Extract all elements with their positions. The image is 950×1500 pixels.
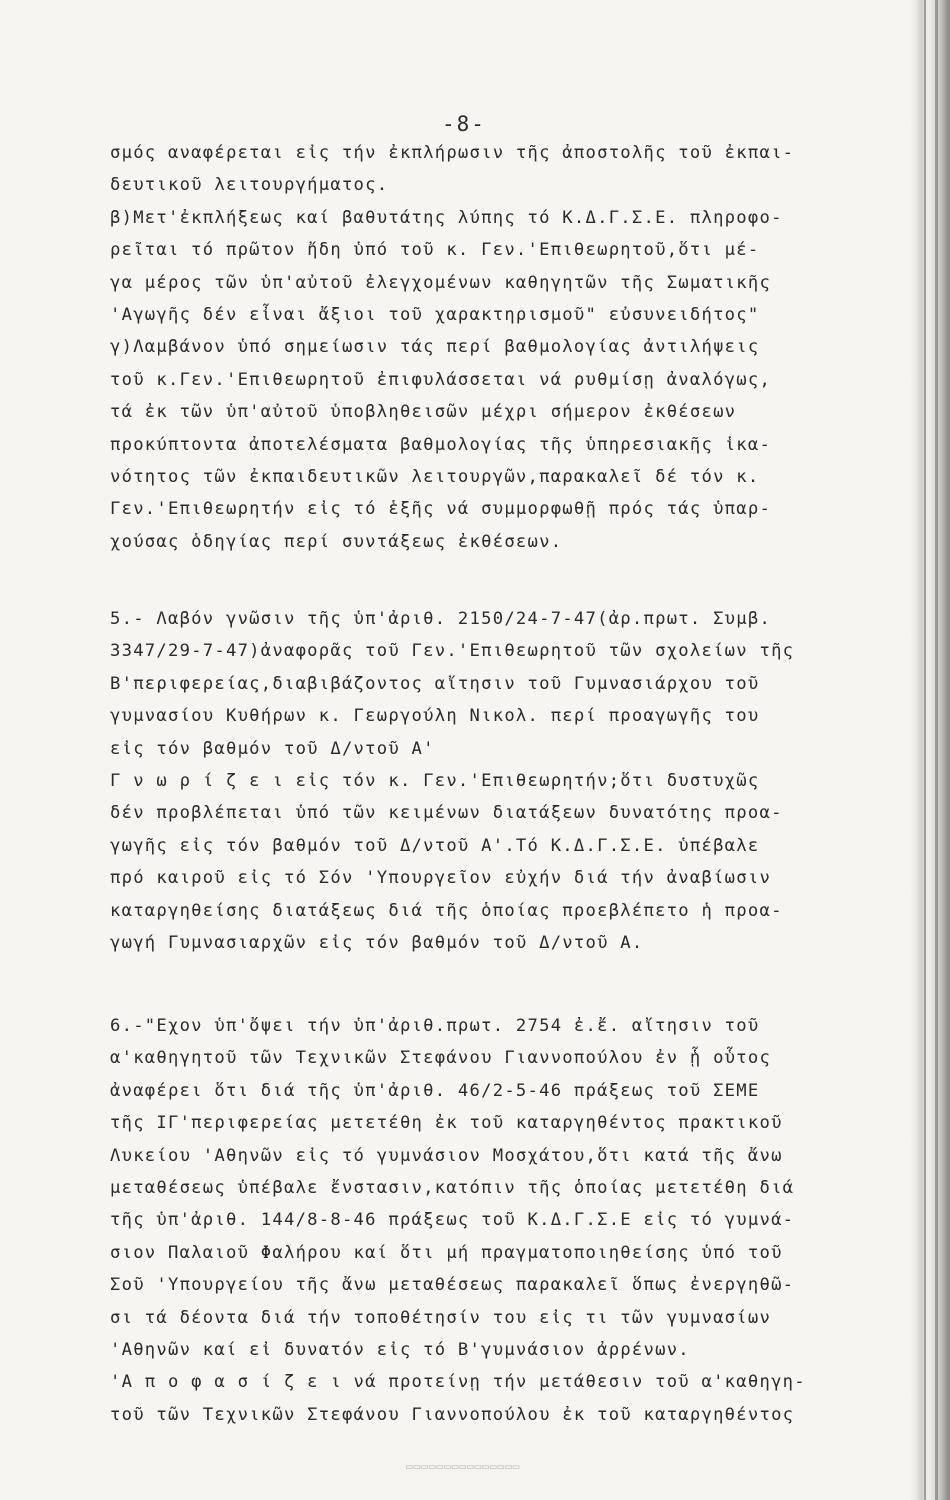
text-line: Γ ν ω ρ ί ζ ε ι εἰς τόν κ. Γεν.'Επιθεωρητήν;ὅτι δυστυχῶς xyxy=(110,770,760,791)
text-line: δευτικοῦ λειτουργήματος. xyxy=(110,175,389,196)
text-line: πρό καιροῦ εἰς τό Σόν 'Υπουργεῖον εὐχήν διά τήν ἀναβίωσιν xyxy=(110,868,772,889)
text-line: 'Α π ο φ α σ ί ζ ε ι νά προτείνῃ τήν μετάθεσιν τοῦ α'καθηγη- xyxy=(110,1372,806,1393)
text-line: δέν προβλέπεται ὑπό τῶν κειμένων διατάξεων δυνατότης προα- xyxy=(110,803,783,824)
text-line: γυμνασίου Κυθήρων κ. Γεωργούλη Νικολ. περί προαγωγῆς του xyxy=(110,706,760,727)
text-line: τά ἐκ τῶν ὑπ'αὐτοῦ ὑποβληθεισῶν μέχρι σήμερον ἐκθέσεων xyxy=(110,402,737,423)
text-line: χούσας ὁδηγίας περί συντάξεως ἐκθέσεων. xyxy=(110,531,563,552)
text-line: 'Αθηνῶν καί εἰ δυνατόν εἰς τό Β'γυμνάσιον ἀρρένων. xyxy=(110,1339,690,1360)
text-line: α'καθηγητοῦ τῶν Τεχνικῶν Στεφάνου Γιαννοπούλου ἐν ᾗ οὗτος xyxy=(110,1048,772,1069)
paragraph-item-6 xyxy=(110,1010,910,1431)
faint-bleed-through-stamp: ▭▭▭▭▭▭▭▭▭▭▭▭▭▭▭ xyxy=(405,1460,520,1473)
page-number: -8- xyxy=(442,112,486,136)
paragraph-continuation xyxy=(110,137,910,558)
text-line: σι τά δέοντα διά τήν τοποθέτησίν του εἰς τι τῶν γυμνασίων xyxy=(110,1307,772,1328)
text-line: 5.- Λαβόν γνῶσιν τῆς ὑπ'ἀριθ. 2150/24-7-47(ἀρ.πρωτ. Συμβ. xyxy=(110,609,772,629)
text-line: γωγή Γυμνασιαρχῶν εἰς τόν βαθμόν τοῦ Δ/ντοῦ Α. xyxy=(110,932,644,953)
text-line: νότητος τῶν ἐκπαιδευτικῶν λειτουργῶν,παρακαλεῖ δέ τόν κ. xyxy=(110,466,760,487)
text-line: 'Αγωγῆς δέν εἶναι ἄξιοι τοῦ χαρακτηρισμοῦ" εὐσυνειδήτος" xyxy=(110,304,760,325)
text-line: Λυκείου 'Αθηνῶν εἰς τό γυμνάσιον Μοσχάτου,ὅτι κατά τῆς ἄνω xyxy=(110,1145,783,1166)
binding-shadow-line xyxy=(924,0,926,1500)
text-line: Β'περιφερείας,διαβιβάζοντος αἴτησιν τοῦ Γυμνασιάρχου τοῦ xyxy=(110,673,760,694)
paragraph-item-5 xyxy=(110,603,910,959)
page-binding-edge xyxy=(910,0,950,1500)
text-line: γ)Λαμβάνον ὑπό σημείωσιν τάς περί βαθμολογίας ἀντιλήψεις xyxy=(110,337,760,358)
text-line: β)Μετ'ἐκπλήξεως καί βαθυτάτης λύπης τό Κ.Δ.Γ.Σ.Ε. πληροφο- xyxy=(110,207,783,228)
text-line: εἰς τόν βαθμόν τοῦ Δ/ντοῦ Α' xyxy=(110,738,435,759)
text-line: γα μέρος τῶν ὑπ'αὐτοῦ ἐλεγχομένων καθηγητῶν τῆς Σωματικῆς xyxy=(110,272,772,293)
text-line: 6.-"Εχον ὑπ'ὄψει τήν ὑπ'ἀριθ.πρωτ. 2754 ἐ.ἔ. αἴτησιν τοῦ xyxy=(110,1016,760,1036)
text-line: Γεν.'Επιθεωρητήν εἰς τό ἑξῆς νά συμμορφωθῇ πρός τάς ὑπαρ- xyxy=(110,499,772,520)
text-line: σιον Παλαιοῦ Φαλήρου καί ὅτι μή πραγματοποιηθείσης ὑπό τοῦ xyxy=(110,1242,783,1263)
binding-shadow-line-outer xyxy=(935,0,938,1500)
text-line: προκύπτοντα ἀποτελέσματα βαθμολογίας τῆς ὑπηρεσιακῆς ἱκα- xyxy=(110,434,772,455)
text-line: ἀναφέρει ὅτι διά τῆς ὑπ'ἀριθ. 46/2-5-46 πράξεως τοῦ ΣΕΜΕ xyxy=(110,1080,760,1101)
text-line: τοῦ κ.Γεν.'Επιθεωρητοῦ ἐπιφυλάσσεται νά ρυθμίσῃ ἀναλόγως, xyxy=(110,369,772,390)
text-line: καταργηθείσης διατάξεως διά τῆς ὁποίας προεβλέπετο ἡ προα- xyxy=(110,900,783,921)
text-line: τῆς ΙΓ'περιφερείας μετετέθη ἐκ τοῦ καταργηθέντος πρακτικοῦ xyxy=(110,1113,783,1134)
text-line: σμός αναφέρεται εἰς τήν ἐκπλήρωσιν τῆς ἀποστολῆς τοῦ ἐκπαι- xyxy=(110,143,795,163)
text-line: τοῦ τῶν Τεχνικῶν Στεφάνου Γιαννοπούλου ἐκ τοῦ καταργηθέντος xyxy=(110,1404,795,1425)
text-line: 3347/29-7-47)ἀναφορᾶς τοῦ Γεν.'Επιθεωρητοῦ τῶν σχολείων τῆς xyxy=(110,641,795,662)
text-line: Σοῦ 'Υπουργείου τῆς ἄνω μεταθέσεως παρακαλεῖ ὅπως ἐνεργηθῶ- xyxy=(110,1275,795,1296)
text-line: τῆς ὑπ'ἀριθ. 144/8-8-46 πράξεως τοῦ Κ.Δ.Γ.Σ.Ε εἰς τό γυμνά- xyxy=(110,1210,795,1231)
text-line: μεταθέσεως ὑπέβαλε ἔνστασιν,κατόπιν τῆς ὁποίας μετετέθη διά xyxy=(110,1177,795,1198)
text-line: ρεῖται τό πρῶτον ἤδη ὑπό τοῦ κ. Γεν.'Επιθεωρητοῦ,ὅτι μέ- xyxy=(110,240,760,261)
text-line: γωγῆς εἰς τόν βαθμόν τοῦ Δ/ντοῦ Α'.Τό Κ.Δ.Γ.Σ.Ε. ὑπέβαλε xyxy=(110,835,760,856)
